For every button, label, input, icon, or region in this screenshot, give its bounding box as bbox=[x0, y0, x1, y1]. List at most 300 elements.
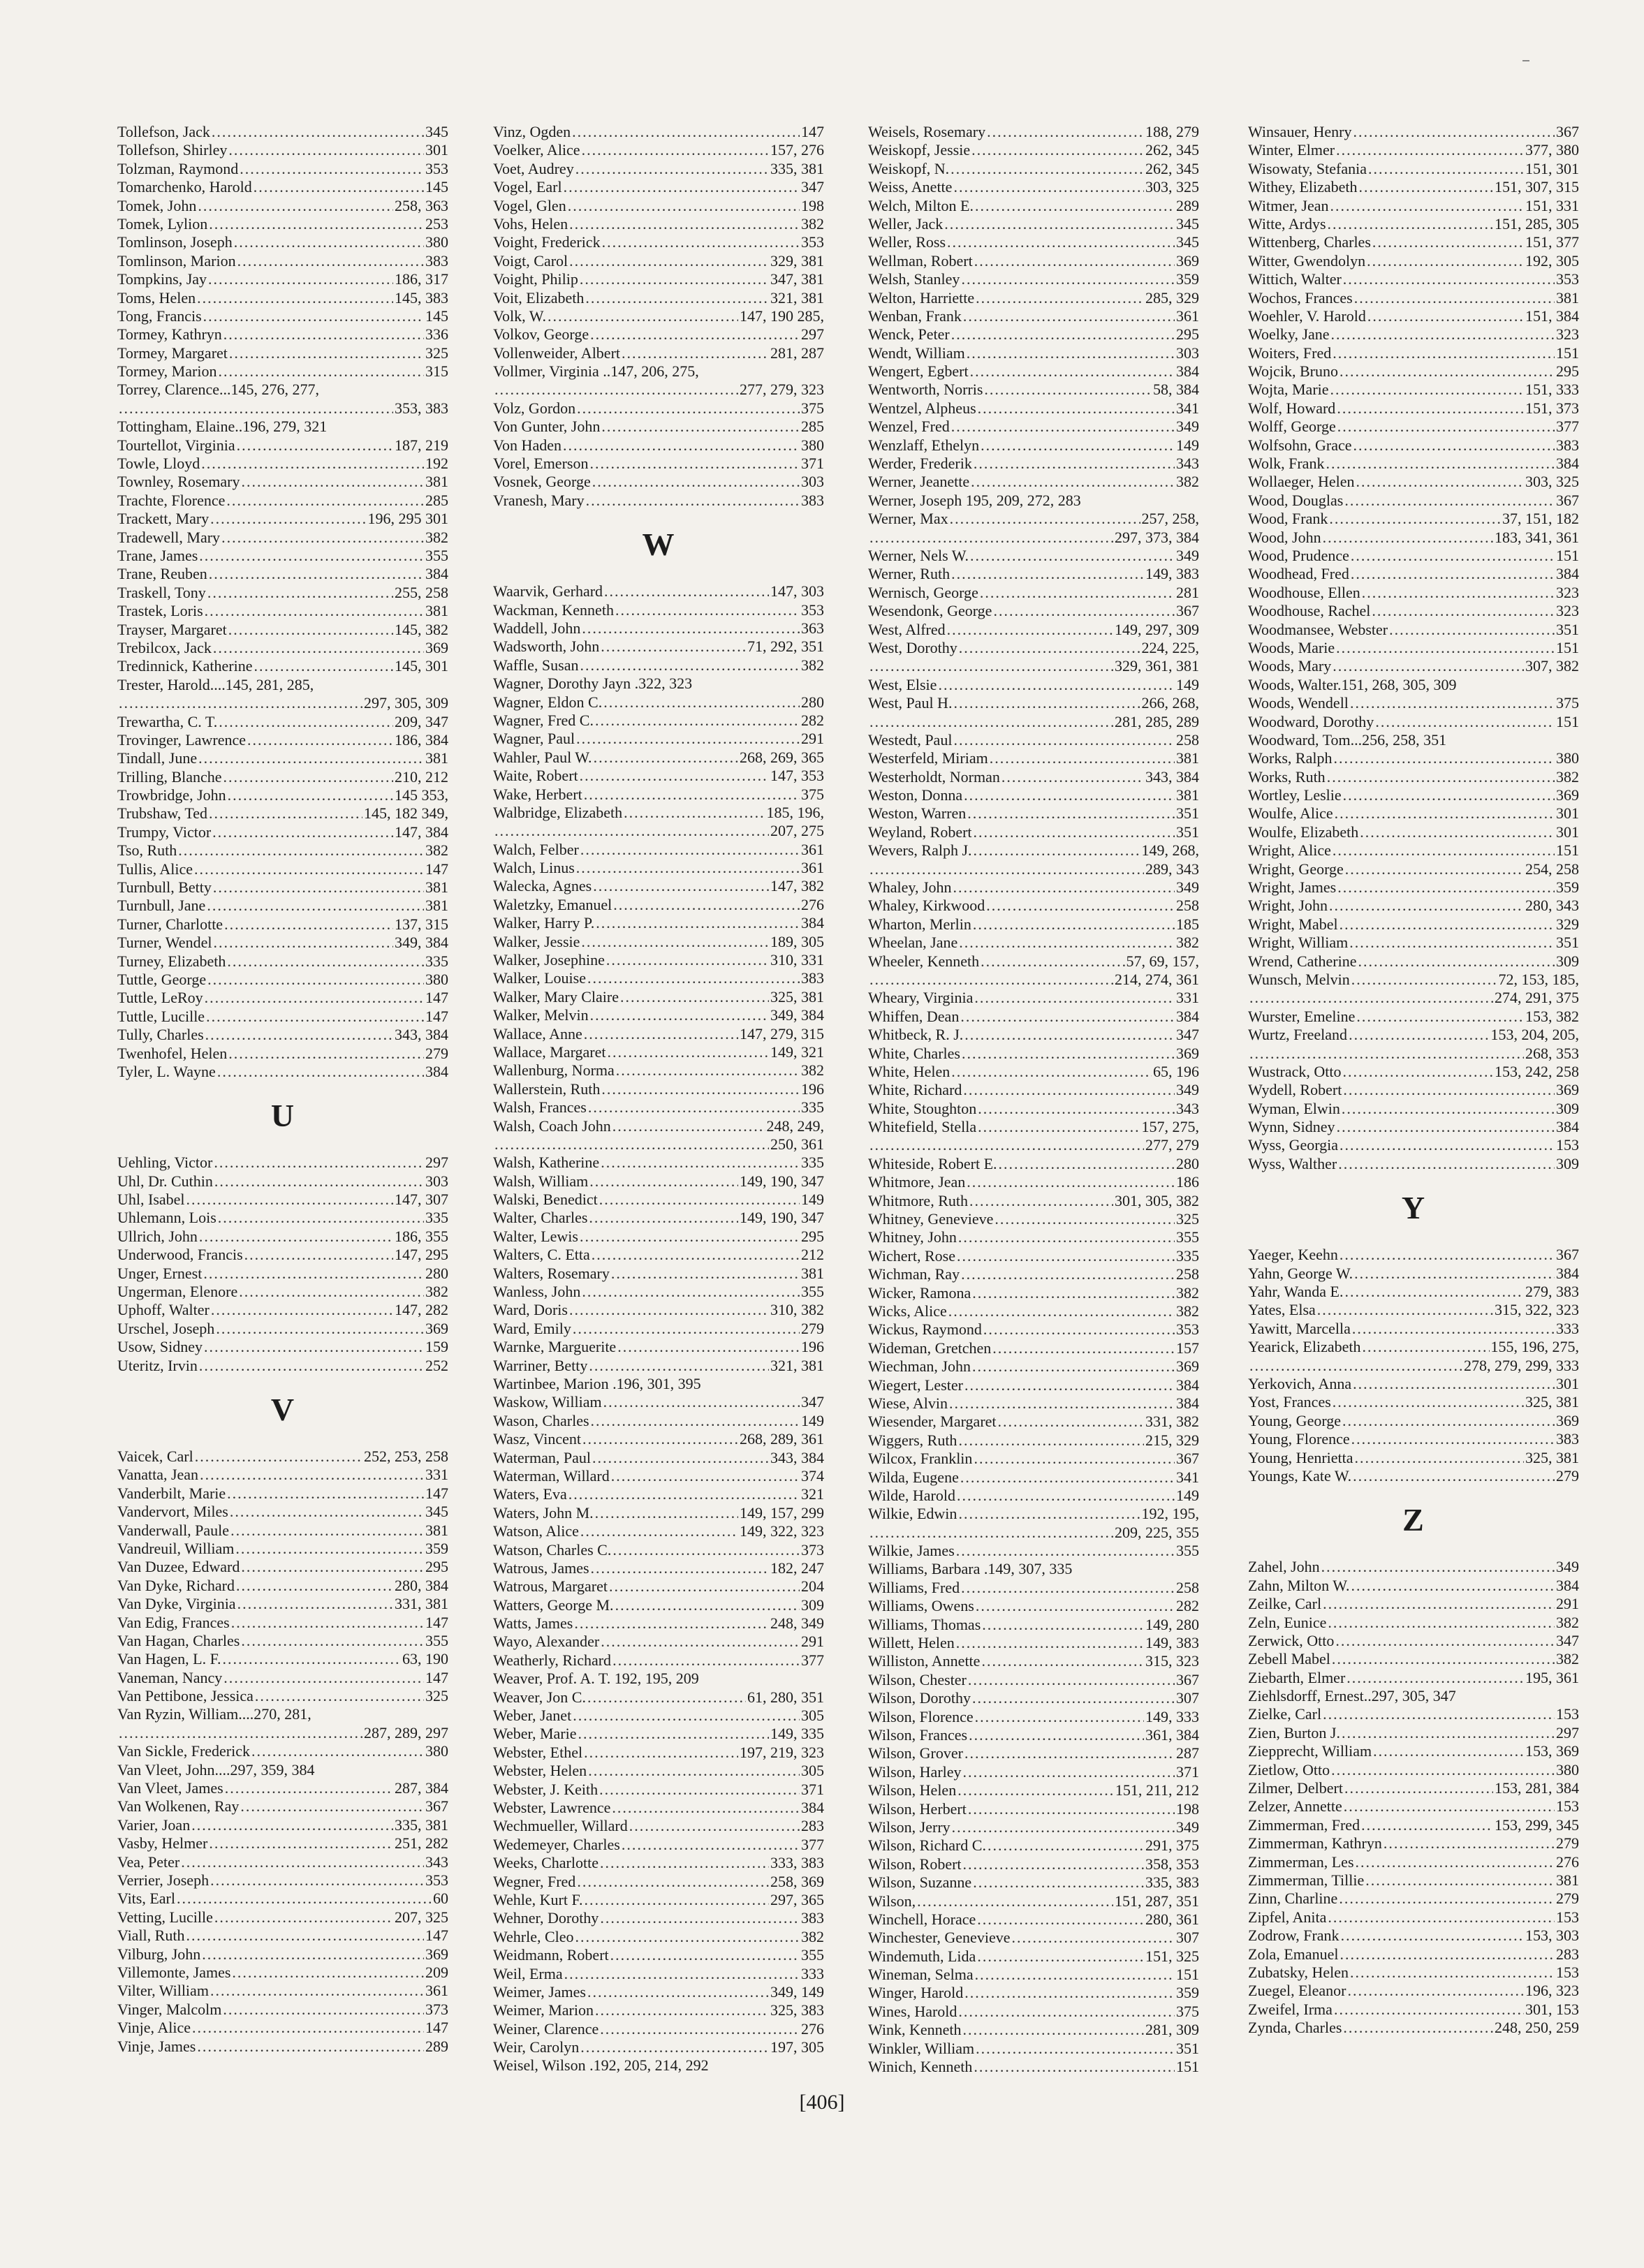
index-entry bbox=[493, 1946, 824, 1964]
index-entry bbox=[117, 197, 448, 215]
index-entry bbox=[493, 1485, 824, 1503]
index-entry bbox=[117, 915, 448, 934]
dot-leader bbox=[953, 178, 1144, 196]
dot-leader bbox=[949, 1394, 1175, 1413]
entry-pages: 301 bbox=[1556, 823, 1579, 841]
entry-name: Wheeler, Kenneth bbox=[868, 952, 980, 970]
dot-leader bbox=[1331, 1761, 1555, 1779]
entry-name: Zodrow, Frank bbox=[1248, 1927, 1340, 1945]
entry-name: Wiese, Alvin bbox=[868, 1394, 948, 1412]
dot-leader bbox=[587, 969, 800, 987]
entry-pages: 351 bbox=[1176, 2039, 1199, 2057]
dot-leader bbox=[990, 749, 1175, 767]
entry-pages: 381 bbox=[1556, 288, 1579, 307]
dot-leader bbox=[177, 1890, 432, 1908]
dot-leader bbox=[968, 1800, 1175, 1818]
index-entry bbox=[868, 1671, 1199, 1689]
entry-name: Tuttle, Lucille bbox=[117, 1007, 205, 1025]
dot-leader bbox=[580, 656, 800, 675]
entry-name: Watters, George M. bbox=[493, 1596, 614, 1614]
entry-pages: 196 bbox=[801, 1080, 824, 1098]
entry-pages: 371 bbox=[1176, 1762, 1199, 1781]
entry-name: Weisel, Wilson .192, 205, 214, 292 bbox=[493, 2056, 709, 2075]
index-entry bbox=[117, 381, 448, 399]
entry-name: Woods, Wendell bbox=[1248, 694, 1349, 712]
dot-leader bbox=[240, 160, 424, 178]
index-entry bbox=[493, 1909, 824, 1927]
entry-pages: 382 bbox=[1556, 767, 1579, 786]
entry-name: White, Richard bbox=[868, 1081, 962, 1099]
index-entry bbox=[868, 989, 1199, 1007]
entry-pages: 280, 384 bbox=[395, 1576, 448, 1594]
index-entry bbox=[868, 897, 1199, 915]
entry-pages: 151, 377 bbox=[1525, 233, 1579, 251]
entry-pages: 268, 289, 361 bbox=[740, 1430, 824, 1448]
entry-name: Trubshaw, Ted bbox=[117, 804, 208, 823]
entry-name: Webster, Lawrence bbox=[493, 1798, 611, 1816]
entry-name: Walch, Felber bbox=[493, 840, 579, 858]
dot-leader bbox=[564, 178, 800, 196]
entry-pages: 343, 384 bbox=[1145, 767, 1199, 786]
entry-name: Varier, Joan bbox=[117, 1816, 191, 1834]
dot-leader bbox=[1336, 141, 1524, 159]
entry-pages: 252, 253, 258 bbox=[364, 1448, 448, 1465]
dot-leader bbox=[1356, 473, 1525, 491]
entry-pages: 382 bbox=[425, 1283, 448, 1301]
entry-name: Whitefield, Stella bbox=[868, 1118, 977, 1136]
entry-pages: 280, 343 bbox=[1525, 897, 1579, 915]
entry-name: Werner, Joseph 195, 209, 272, 283 bbox=[868, 491, 1081, 509]
entry-pages: 149, 280 bbox=[1145, 1615, 1199, 1633]
entry-name: Zynda, Charles bbox=[1248, 2019, 1342, 2037]
index-entry bbox=[868, 1026, 1199, 1044]
entry-pages: 63, 190 bbox=[402, 1650, 448, 1668]
entry-pages: 353, 383 bbox=[395, 399, 448, 417]
index-entry bbox=[1248, 786, 1579, 804]
dot-leader bbox=[1331, 325, 1555, 344]
entry-name: Wollaeger, Helen bbox=[1248, 473, 1355, 491]
entry-pages: 151, 307, 315 bbox=[1495, 178, 1579, 196]
entry-name: Townley, Rosemary bbox=[117, 473, 240, 491]
entry-name: Weston, Donna bbox=[868, 786, 963, 804]
entry-pages: 187, 219 bbox=[395, 436, 448, 454]
index-entry bbox=[117, 1466, 448, 1484]
entry-name: Waskow, William bbox=[493, 1393, 602, 1411]
entry-pages: 37, 151, 182 bbox=[1502, 510, 1579, 528]
dot-leader bbox=[580, 767, 769, 785]
entry-pages: 382 bbox=[1176, 1302, 1199, 1320]
entry-pages: 325, 381 bbox=[1525, 1393, 1579, 1411]
entry-pages: 257, 258, bbox=[1141, 510, 1199, 528]
entry-pages: 303, 325 bbox=[1145, 178, 1199, 196]
index-entry bbox=[1248, 344, 1579, 362]
index-entry bbox=[117, 989, 448, 1007]
index-entry bbox=[493, 1117, 824, 1135]
entry-name: Tormey, Kathryn bbox=[117, 325, 222, 344]
index-entry bbox=[1248, 1301, 1579, 1319]
entry-name: Vits, Earl bbox=[117, 1890, 175, 1908]
dot-leader bbox=[1343, 786, 1555, 804]
index-entry bbox=[493, 1762, 824, 1780]
entry-name: Zuegel, Eleanor bbox=[1248, 1982, 1346, 2000]
dot-leader bbox=[1338, 1155, 1555, 1173]
index-entry bbox=[1248, 1338, 1579, 1356]
index-entry bbox=[493, 1098, 824, 1117]
index-entry bbox=[868, 215, 1199, 233]
entry-name: Walker, Melvin bbox=[493, 1006, 589, 1024]
dot-leader bbox=[1001, 768, 1144, 786]
index-entry bbox=[868, 602, 1199, 620]
entry-name: Turner, Wendel bbox=[117, 934, 212, 952]
dot-leader bbox=[589, 1357, 769, 1375]
entry-name: Van Hagan, Charles bbox=[117, 1631, 240, 1649]
entry-pages: 151, 325 bbox=[1145, 1947, 1199, 1965]
entry-name: Turner, Charlotte bbox=[117, 915, 223, 933]
index-entry bbox=[1248, 1761, 1579, 1779]
index-entry bbox=[1248, 971, 1579, 989]
entry-name: Van Ryzin, William....270, 281, bbox=[117, 1705, 311, 1723]
entry-name: Wydell, Robert bbox=[1248, 1081, 1342, 1099]
dot-leader bbox=[589, 1172, 738, 1191]
index-entry bbox=[117, 713, 448, 731]
dot-leader bbox=[205, 602, 424, 620]
dot-leader bbox=[580, 841, 800, 859]
dot-leader bbox=[203, 307, 424, 325]
entry-name: Trebilcox, Jack bbox=[117, 638, 212, 656]
index-entry bbox=[1248, 1118, 1579, 1136]
index-entry bbox=[868, 473, 1199, 491]
dot-leader bbox=[951, 325, 1175, 344]
entry-pages: 359 bbox=[425, 1539, 448, 1557]
dot-leader bbox=[595, 712, 800, 730]
entry-name: Wesendonk, George bbox=[868, 602, 992, 620]
entry-pages: 196, 295 301 bbox=[367, 510, 448, 528]
entry-name: Webster, J. Keith bbox=[493, 1780, 599, 1798]
entry-pages: 151 bbox=[1556, 841, 1579, 860]
index-entry bbox=[1248, 1742, 1579, 1760]
index-entry bbox=[117, 1320, 448, 1338]
dot-leader bbox=[953, 731, 1175, 749]
index-entry bbox=[1248, 510, 1579, 528]
entry-name: Wolff, George bbox=[1248, 418, 1336, 436]
entry-name: Tomek, Lylion bbox=[117, 214, 208, 233]
dot-leader bbox=[219, 713, 393, 731]
dot-leader bbox=[251, 1742, 424, 1760]
entry-name: Williams, Owens bbox=[868, 1597, 974, 1615]
entry-pages: 363 bbox=[801, 619, 824, 637]
entry-pages: 277, 279, 323 bbox=[740, 381, 824, 399]
index-entry bbox=[493, 1301, 824, 1319]
dot-leader bbox=[1362, 584, 1555, 602]
index-entry bbox=[493, 1596, 824, 1614]
entry-name: Trane, James bbox=[117, 546, 198, 564]
entry-name: Van Duzee, Edward bbox=[117, 1558, 240, 1576]
dot-leader bbox=[1328, 215, 1493, 233]
entry-name: Wasz, Vincent bbox=[493, 1430, 582, 1448]
index-entry bbox=[868, 2021, 1199, 2039]
dot-leader bbox=[207, 897, 424, 915]
entry-pages: 145 bbox=[425, 178, 448, 196]
index-entry bbox=[1248, 841, 1579, 860]
dot-leader bbox=[569, 215, 800, 233]
entry-name: Ullrich, John bbox=[117, 1227, 198, 1245]
entry-pages: 277, 279 bbox=[1145, 1136, 1199, 1154]
dot-leader bbox=[1343, 2019, 1493, 2037]
index-entry bbox=[493, 582, 824, 601]
entry-name: White, Stoughton bbox=[868, 1099, 977, 1117]
entry-name: Winchester, Genevieve bbox=[868, 1929, 1011, 1947]
dot-leader bbox=[978, 1100, 1175, 1118]
entry-name: Uhlemann, Lois bbox=[117, 1209, 216, 1227]
entry-name: Works, Ralph bbox=[1248, 749, 1333, 767]
index-entry bbox=[493, 123, 824, 141]
index-entry bbox=[1248, 1008, 1579, 1026]
index-entry bbox=[1248, 1816, 1579, 1834]
entry-pages: 325 bbox=[425, 344, 448, 362]
section-letter-heading: W bbox=[642, 526, 675, 563]
dot-leader bbox=[596, 914, 800, 932]
index-entry bbox=[1248, 952, 1579, 971]
dot-leader bbox=[199, 1357, 424, 1375]
entry-pages: 149 bbox=[1176, 436, 1199, 454]
entry-pages: 149, 190, 347 bbox=[740, 1172, 824, 1190]
entry-name: Wagner, Eldon C. bbox=[493, 693, 603, 711]
index-entry bbox=[493, 1080, 824, 1098]
entry-name: Vaneman, Nancy bbox=[117, 1668, 223, 1686]
entry-pages: 309 bbox=[1556, 1154, 1579, 1172]
entry-name: Whaley, Kirkwood bbox=[868, 897, 985, 915]
entry-name: Woehler, V. Harold bbox=[1248, 307, 1366, 325]
dot-leader bbox=[963, 2021, 1144, 2039]
index-entry bbox=[1248, 2001, 1579, 2019]
index-entry bbox=[493, 1891, 824, 1909]
dot-leader bbox=[580, 1228, 800, 1246]
scan-mark bbox=[1522, 60, 1529, 61]
entry-name: Werner, Nels W. bbox=[868, 546, 969, 564]
entry-pages: 159 bbox=[425, 1338, 448, 1356]
dot-leader bbox=[1346, 1669, 1524, 1687]
entry-name: Wechmueller, Willard bbox=[493, 1817, 628, 1835]
dot-leader bbox=[992, 1339, 1175, 1357]
index-entry bbox=[117, 1927, 448, 1945]
entry-pages: 297 bbox=[1556, 1723, 1579, 1742]
entry-name: Wendt, William bbox=[868, 344, 965, 362]
entry-name: Wallerstein, Ruth bbox=[493, 1080, 601, 1098]
index-entry bbox=[117, 1853, 448, 1871]
entry-pages: 147, 353 bbox=[770, 767, 824, 785]
entry-pages: 287 bbox=[1176, 1744, 1199, 1762]
entry-name: Vanderbilt, Marie bbox=[117, 1484, 226, 1502]
dot-leader bbox=[1327, 768, 1555, 786]
entry-pages: 336 bbox=[425, 325, 448, 344]
dot-leader bbox=[218, 1209, 424, 1227]
dot-leader bbox=[181, 1853, 424, 1871]
entry-name: White, Helen bbox=[868, 1062, 951, 1080]
entry-pages: 279 bbox=[801, 1319, 824, 1337]
dot-leader bbox=[978, 399, 1175, 418]
entry-pages: 369 bbox=[425, 638, 448, 656]
entry-pages: 195, 361 bbox=[1525, 1668, 1579, 1686]
dot-leader bbox=[957, 1247, 1175, 1265]
entry-pages: 151 bbox=[1176, 2058, 1199, 2076]
index-entry bbox=[1248, 473, 1579, 491]
index-entry bbox=[117, 786, 448, 804]
entry-pages: 381 bbox=[425, 473, 448, 491]
entry-name: Wegner, Fred bbox=[493, 1872, 576, 1890]
entry-name: Wenck, Peter bbox=[868, 325, 950, 344]
dot-leader bbox=[1349, 934, 1555, 952]
entry-name: Trowbridge, John bbox=[117, 786, 226, 804]
entry-pages: 377 bbox=[801, 1835, 824, 1853]
index-entry bbox=[117, 1540, 448, 1558]
entry-pages: 258 bbox=[1176, 1578, 1199, 1596]
entry-name: Wickus, Raymond bbox=[868, 1320, 982, 1339]
dot-leader bbox=[213, 878, 424, 897]
index-entry bbox=[1248, 252, 1579, 270]
entry-pages: 255, 258 bbox=[395, 583, 448, 601]
entry-pages: 72, 153, 185, bbox=[1498, 970, 1579, 988]
dot-leader bbox=[584, 1744, 738, 1762]
entry-name: Waterman, Paul bbox=[493, 1448, 591, 1466]
entry-name: Villemonte, James bbox=[117, 1963, 231, 1981]
index-entry bbox=[493, 233, 824, 251]
index-entry bbox=[117, 123, 448, 141]
dot-leader bbox=[209, 804, 362, 823]
entry-name: Vandreuil, William bbox=[117, 1539, 235, 1557]
entry-pages: 192, 305 bbox=[1525, 251, 1579, 270]
entry-name: Wiesender, Margaret bbox=[868, 1413, 997, 1431]
entry-name: Tompkins, Jay bbox=[117, 270, 207, 288]
dot-leader bbox=[1354, 1265, 1555, 1283]
entry-name: Trastek, Loris bbox=[117, 602, 203, 620]
index-entry bbox=[117, 841, 448, 860]
entry-pages: 254, 258 bbox=[1525, 860, 1579, 878]
dot-leader bbox=[975, 1966, 1175, 1984]
entry-pages: 347, 381 bbox=[770, 270, 824, 288]
index-entry bbox=[868, 1173, 1199, 1191]
entry-pages: 353 bbox=[1556, 270, 1579, 288]
index-entry bbox=[117, 1742, 448, 1760]
entry-name: Toms, Helen bbox=[117, 288, 196, 307]
entry-pages: 285 bbox=[425, 491, 448, 509]
dot-leader bbox=[241, 473, 424, 491]
index-entry bbox=[117, 878, 448, 897]
dot-leader bbox=[1345, 860, 1524, 878]
index-entry bbox=[868, 1339, 1199, 1357]
dot-leader bbox=[577, 1873, 769, 1891]
entry-name: West, Dorothy bbox=[868, 638, 957, 656]
index-entry bbox=[1248, 657, 1579, 675]
index-entry bbox=[117, 510, 448, 528]
entry-name: Van Wolkenen, Ray bbox=[117, 1797, 240, 1816]
dot-leader bbox=[1372, 602, 1555, 620]
index-entry bbox=[868, 381, 1199, 399]
dot-leader bbox=[223, 325, 424, 344]
entry-name: Van Vleet, James bbox=[117, 1779, 223, 1797]
index-entry bbox=[117, 1246, 448, 1264]
dot-leader bbox=[199, 547, 424, 565]
entry-name: Woulfe, Alice bbox=[1248, 804, 1333, 823]
entry-pages: 383 bbox=[425, 251, 448, 270]
entry-name: Walecka, Agnes bbox=[493, 877, 592, 895]
dot-leader bbox=[211, 1301, 393, 1319]
entry-name: Tolzman, Raymond bbox=[117, 159, 239, 177]
index-entry bbox=[117, 1008, 448, 1026]
index-entry bbox=[117, 1357, 448, 1375]
index-entry bbox=[493, 1467, 824, 1485]
dot-leader bbox=[494, 822, 769, 840]
dot-leader bbox=[1335, 1632, 1555, 1650]
index-entry bbox=[868, 307, 1199, 325]
entry-name: Walch, Linus bbox=[493, 859, 575, 877]
dot-leader bbox=[224, 915, 393, 934]
entry-name: Wilcox, Franklin bbox=[868, 1450, 973, 1468]
entry-pages: 380 bbox=[1556, 749, 1579, 767]
index-entry bbox=[117, 1522, 448, 1540]
dot-leader bbox=[254, 178, 424, 196]
entry-pages: 325, 381 bbox=[770, 987, 824, 1006]
entry-name: Tormey, Margaret bbox=[117, 344, 228, 362]
entry-pages: 343 bbox=[425, 1853, 448, 1871]
dot-leader bbox=[964, 1376, 1175, 1394]
index-entry bbox=[117, 1283, 448, 1301]
entry-name: Voight, Philip bbox=[493, 270, 578, 288]
index-entry bbox=[493, 1651, 824, 1670]
index-entry bbox=[117, 860, 448, 878]
dot-leader bbox=[606, 951, 769, 969]
entry-name: Wolf, Howard bbox=[1248, 399, 1336, 417]
entry-pages: 315 bbox=[425, 362, 448, 381]
dot-leader bbox=[231, 1614, 424, 1632]
entry-name: Woodhead, Fred bbox=[1248, 565, 1349, 583]
index-entry bbox=[1248, 1283, 1579, 1301]
dot-leader bbox=[210, 510, 366, 528]
dot-leader bbox=[1351, 565, 1555, 583]
entry-name: Williams, Thomas bbox=[868, 1615, 981, 1633]
entry-pages: 309 bbox=[1556, 1099, 1579, 1117]
entry-pages: 351 bbox=[1556, 620, 1579, 638]
index-entry bbox=[493, 252, 824, 270]
entry-name: Walter, Lewis bbox=[493, 1227, 578, 1245]
entry-pages: 351 bbox=[1556, 934, 1579, 952]
dot-leader bbox=[1350, 1964, 1555, 1982]
index-entry bbox=[493, 215, 824, 233]
entry-name: Woulfe, Elizabeth bbox=[1248, 823, 1359, 841]
index-entry bbox=[117, 639, 448, 657]
dot-leader bbox=[869, 971, 1113, 989]
entry-name: Wallenburg, Norma bbox=[493, 1061, 615, 1080]
entry-name: Zola, Emanuel bbox=[1248, 1945, 1339, 1963]
entry-pages: 248, 250, 259 bbox=[1495, 2019, 1579, 2037]
entry-pages: 192 bbox=[425, 455, 448, 473]
dot-leader bbox=[588, 1098, 800, 1117]
dot-leader bbox=[569, 252, 769, 270]
entry-pages: 349 bbox=[1176, 878, 1199, 897]
entry-pages: 279 bbox=[425, 1044, 448, 1062]
dot-leader bbox=[582, 619, 800, 638]
entry-name: Weber, Marie bbox=[493, 1725, 577, 1743]
dot-leader bbox=[1333, 1393, 1524, 1411]
entry-pages: 279 bbox=[1556, 1466, 1579, 1485]
dot-leader bbox=[958, 1228, 1175, 1246]
index-entry bbox=[868, 1836, 1199, 1855]
dot-leader bbox=[1351, 971, 1497, 989]
entry-pages: 250, 361 bbox=[770, 1135, 824, 1153]
index-entry bbox=[117, 2038, 448, 2056]
entry-name: Witte, Ardys bbox=[1248, 214, 1326, 233]
entry-pages: 258 bbox=[1176, 730, 1199, 749]
index-entry bbox=[1248, 749, 1579, 767]
